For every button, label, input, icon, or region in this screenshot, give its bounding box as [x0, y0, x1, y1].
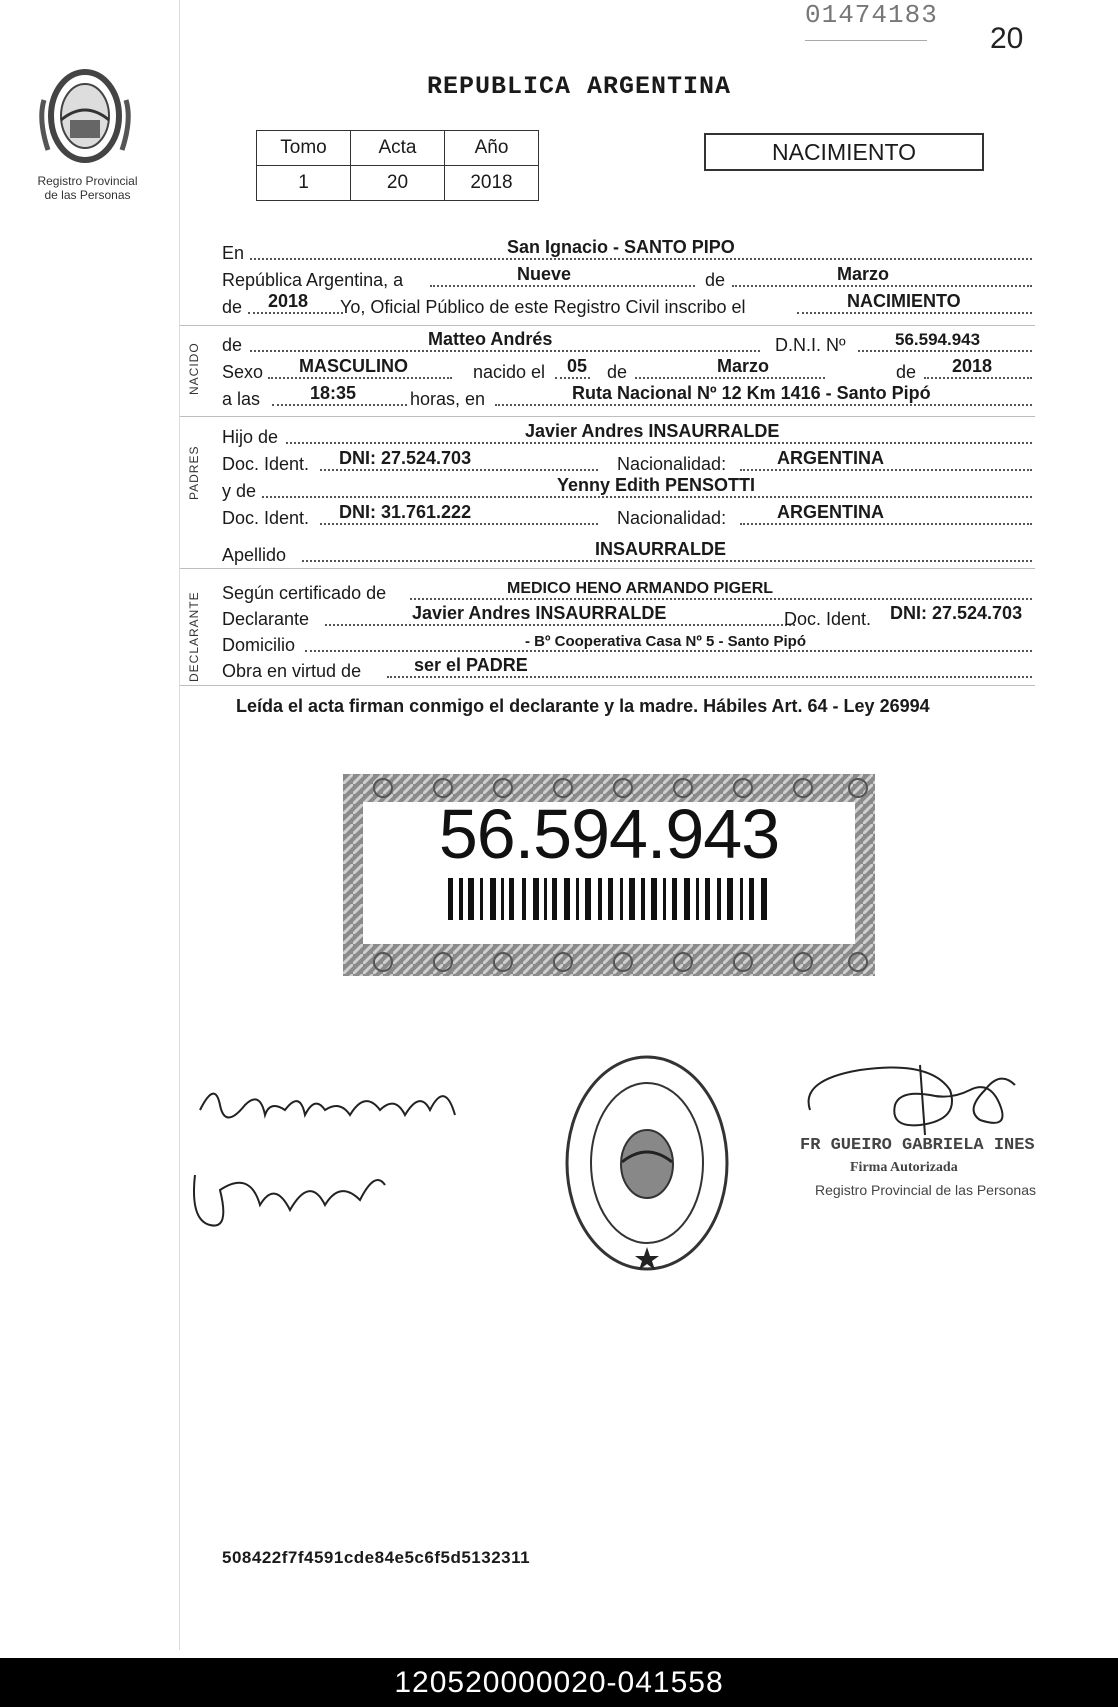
value-nombre: Matteo Andrés	[428, 329, 553, 349]
value-declarante-doc: DNI: 27.524.703	[890, 603, 1023, 623]
anio-value: 2018	[445, 166, 539, 201]
value-lugar: Ruta Nacional Nº 12 Km 1416 - Santo Pipó	[572, 383, 931, 403]
register-table	[256, 130, 539, 201]
label-nacionalidad: Nacionalidad:	[617, 508, 727, 528]
row-inscribe	[222, 292, 1032, 320]
act-type-box: NACIMIENTO	[704, 133, 984, 171]
label-de: de	[705, 270, 726, 290]
document-hash: 508422f7f4591cde84e5c6f5d5132311	[222, 1548, 531, 1567]
divider	[180, 416, 1035, 417]
authorized-signature	[800, 1050, 1040, 1140]
footer-code-bar: 120520000020-041558	[0, 1658, 1118, 1707]
barcode	[448, 878, 774, 920]
value-domicilio: - Bº Cooperativa Casa Nº 5 - Santo Pipó	[525, 633, 807, 650]
label-sexo: Sexo	[222, 362, 264, 382]
value-padre-nac: ARGENTINA	[777, 448, 884, 468]
anio-header: Año	[445, 131, 539, 166]
authorized-signer-role: Firma Autorizada	[850, 1160, 958, 1175]
label-horas: horas, en	[410, 389, 486, 409]
row-sexo	[222, 357, 1032, 385]
section-declarante: DECLARANTE	[187, 591, 201, 682]
label-en: En	[222, 243, 245, 263]
label-doc-ident: Doc. Ident.	[222, 508, 310, 528]
value-en: San Ignacio - SANTO PIPO	[507, 237, 735, 257]
authorized-signer-office: Registro Provincial de las Personas	[815, 1182, 1036, 1198]
label-nacido: nacido el	[473, 362, 546, 382]
value-declarante: Javier Andres INSAURRALDE	[412, 603, 667, 623]
value-nac-anio: 2018	[952, 356, 993, 376]
row-padre	[222, 422, 1032, 450]
label-doc-ident: Doc. Ident.	[222, 454, 310, 474]
legal-note: Leída el acta firman conmigo el declarante y la madre. Hábiles Art. 64 - Ley 26994	[236, 696, 930, 716]
label-de: de	[607, 362, 628, 382]
value-anio: 2018	[268, 291, 309, 311]
row-padre-doc	[222, 449, 1032, 477]
value-dni: 56.594.943	[895, 330, 981, 349]
label-apellido: Apellido	[222, 545, 287, 565]
row-fecha-inscripcion	[222, 265, 1032, 293]
label-inscribo: Yo, Oficial Público de este Registro Civil inscribo el	[340, 297, 746, 317]
value-mes: Marzo	[837, 264, 890, 284]
label-nacionalidad: Nacionalidad:	[617, 454, 727, 474]
value-apellido: INSAURRALDE	[595, 539, 727, 559]
label-de: de	[896, 362, 917, 382]
value-madre-doc: DNI: 31.761.222	[339, 502, 472, 522]
org-name: Registro Provincial de las Personas	[37, 174, 138, 202]
dni-number-large: 56.594.943	[438, 795, 780, 873]
value-certificado: MEDICO HENO ARMANDO PIGERL	[507, 580, 774, 597]
row-nombre	[222, 330, 1032, 358]
row-madre	[222, 476, 1032, 504]
value-sexo: MASCULINO	[299, 356, 408, 376]
tomo-value: 1	[257, 166, 351, 201]
row-domicilio	[222, 630, 1032, 658]
row-obra	[222, 656, 1032, 684]
value-nac-mes: Marzo	[717, 356, 770, 376]
divider	[180, 685, 1035, 686]
label-dni: D.N.I. Nº	[775, 335, 846, 355]
value-nac-dia: 05	[567, 356, 588, 376]
value-hora: 18:35	[310, 383, 357, 403]
divider	[180, 325, 1035, 326]
row-certificado	[222, 578, 1032, 606]
label-segun: Según certificado de	[222, 583, 387, 603]
row-hora-lugar	[222, 384, 1032, 412]
label-alas: a las	[222, 389, 261, 409]
page-number: 20	[990, 22, 1024, 55]
signatures-declarante-madre	[190, 1060, 480, 1250]
margin-line	[179, 0, 180, 1650]
acta-header: Acta	[351, 131, 445, 166]
section-nacido: NACIDO	[187, 342, 201, 395]
label-yde: y de	[222, 481, 257, 501]
tomo-header: Tomo	[257, 131, 351, 166]
value-padre: Javier Andres INSAURRALDE	[525, 421, 780, 441]
row-madre-doc	[222, 503, 1032, 531]
label-de: de	[222, 335, 243, 355]
label-obra: Obra en virtud de	[222, 661, 362, 681]
official-round-stamp	[562, 1052, 732, 1274]
document-title: REPUBLICA ARGENTINA	[426, 72, 732, 101]
value-dia: Nueve	[517, 264, 572, 284]
value-madre-nac: ARGENTINA	[777, 502, 884, 522]
label-hijo: Hijo de	[222, 427, 279, 447]
value-madre: Yenny Edith PENSOTTI	[557, 475, 756, 495]
value-inscribe: NACIMIENTO	[847, 291, 961, 311]
row-declarante	[222, 604, 1032, 632]
section-padres: PADRES	[187, 445, 201, 500]
divider	[180, 568, 1035, 569]
value-padre-doc: DNI: 27.524.703	[339, 448, 472, 468]
label-de: de	[222, 297, 243, 317]
label-declarante: Declarante	[222, 609, 310, 629]
row-apellido	[222, 540, 1032, 568]
acta-value: 20	[351, 166, 445, 201]
authorized-signer-name: FR GUEIRO GABRIELA INES	[800, 1136, 1035, 1155]
row-en	[222, 238, 1032, 266]
value-obra: ser el PADRE	[414, 655, 528, 675]
serial-number: 01474183	[805, 0, 927, 41]
label-domicilio: Domicilio	[222, 635, 296, 655]
label-doc-ident: Doc. Ident.	[784, 609, 872, 629]
label-republica: República Argentina, a	[222, 270, 404, 290]
